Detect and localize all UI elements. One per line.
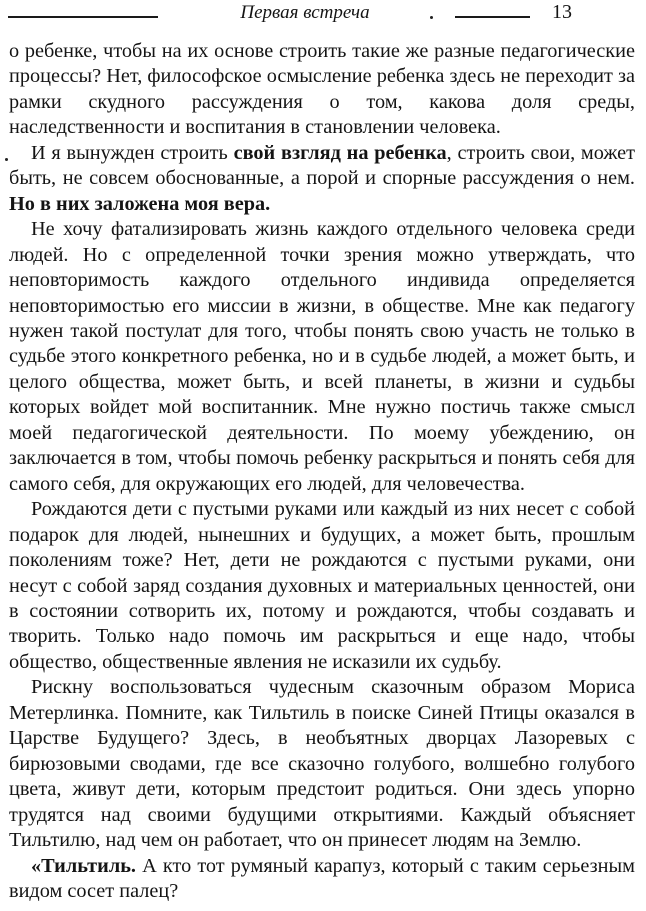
text-run: А кто тот румяный карапуз, который с таким серьезным видом сосет палец? — [9, 854, 635, 902]
paragraph — [9, 497, 635, 675]
paragraph — [9, 39, 635, 141]
text-run: Не хочу фатализировать жизнь каждого отдельного человека среди людей. Но с определенной точки зрения можно утверждать, что неповторимость каждого отдельного индивида определяется неповторимостью его миссии в жизни, в обществе. Мне как педагогу нужен такой постулат для того, чтобы понять свою участь не только в судьбе этого конкретного ребенка, но и в судьбе людей, а может быть, и целого общества, может быть, и всей планеты, в жизни и судьбы которых войдет мой воспитанник. Мне нужно постичь также смысл моей педагогической деятельности. По моему убеждению, он заключается в том, чтобы помочь ребенку раскрыться и понять себя для самого себя, для окружающих его людей, для человечества. — [9, 218, 635, 495]
print-speck — [5, 158, 8, 161]
running-title: Первая встреча — [240, 2, 370, 23]
text-run: о ребенке, чтобы на их основе строить такие же разные педагогические процессы? Нет, философское осмысление ребенка здесь не переходит за рамки скудного рассуждения о том, какова доля среды, наследственности и воспитания в становлении человека. — [9, 40, 635, 139]
paragraph — [9, 675, 635, 853]
header-right-rule — [455, 16, 530, 18]
bold-phrase: «Тильтиль. — [31, 854, 137, 877]
paragraph — [9, 217, 635, 497]
paragraph — [9, 854, 635, 905]
body-text — [9, 39, 635, 904]
page-number: 13 — [552, 1, 572, 23]
bold-phrase: Но в них заложена моя вера. — [9, 192, 271, 215]
bold-phrase: свой взгляд на ребенка — [233, 141, 447, 164]
text-run: И я вынужден строить — [31, 141, 234, 164]
text-run: Рождаются дети с пустыми руками или каждый из них несет с собой подарок для людей, нынешних и будущих, а может быть, прошлым поколениям тоже? Нет, дети не рождаются с пустыми руками, они несут с собой заряд создания духовных и материальных ценностей, они в состоянии сотворить их, потому и рождаются, чтобы создавать и творить. Только надо помочь им раскрыться и еще надо, чтобы общество, общественные явления не исказили их судьбу. — [9, 498, 635, 673]
text-run: Рискну воспользоваться чудесным сказочным образом Мориса Метерлинка. Помните, как Тильтиль в поиске Синей Птицы оказался в Царстве Будущего? Здесь, в необъятных дворцах Лазоревых с бирюзовыми сводами, где все сказочно голубого, волшебно голубого цвета, живут дети, которым предстоит родиться. Они здесь упорно трудятся над своими будущими открытиями. Каждый объясняет Тильтилю, над чем он работает, что он принесет людям на Землю. — [9, 676, 635, 852]
print-speck — [430, 16, 433, 19]
header-left-rule — [8, 16, 158, 18]
text-run: , строить свои, может быть, не совсем обоснованные, а порой и спорные рассуждения о нем. — [9, 141, 635, 190]
paragraph — [9, 141, 635, 217]
page-header — [0, 0, 646, 30]
